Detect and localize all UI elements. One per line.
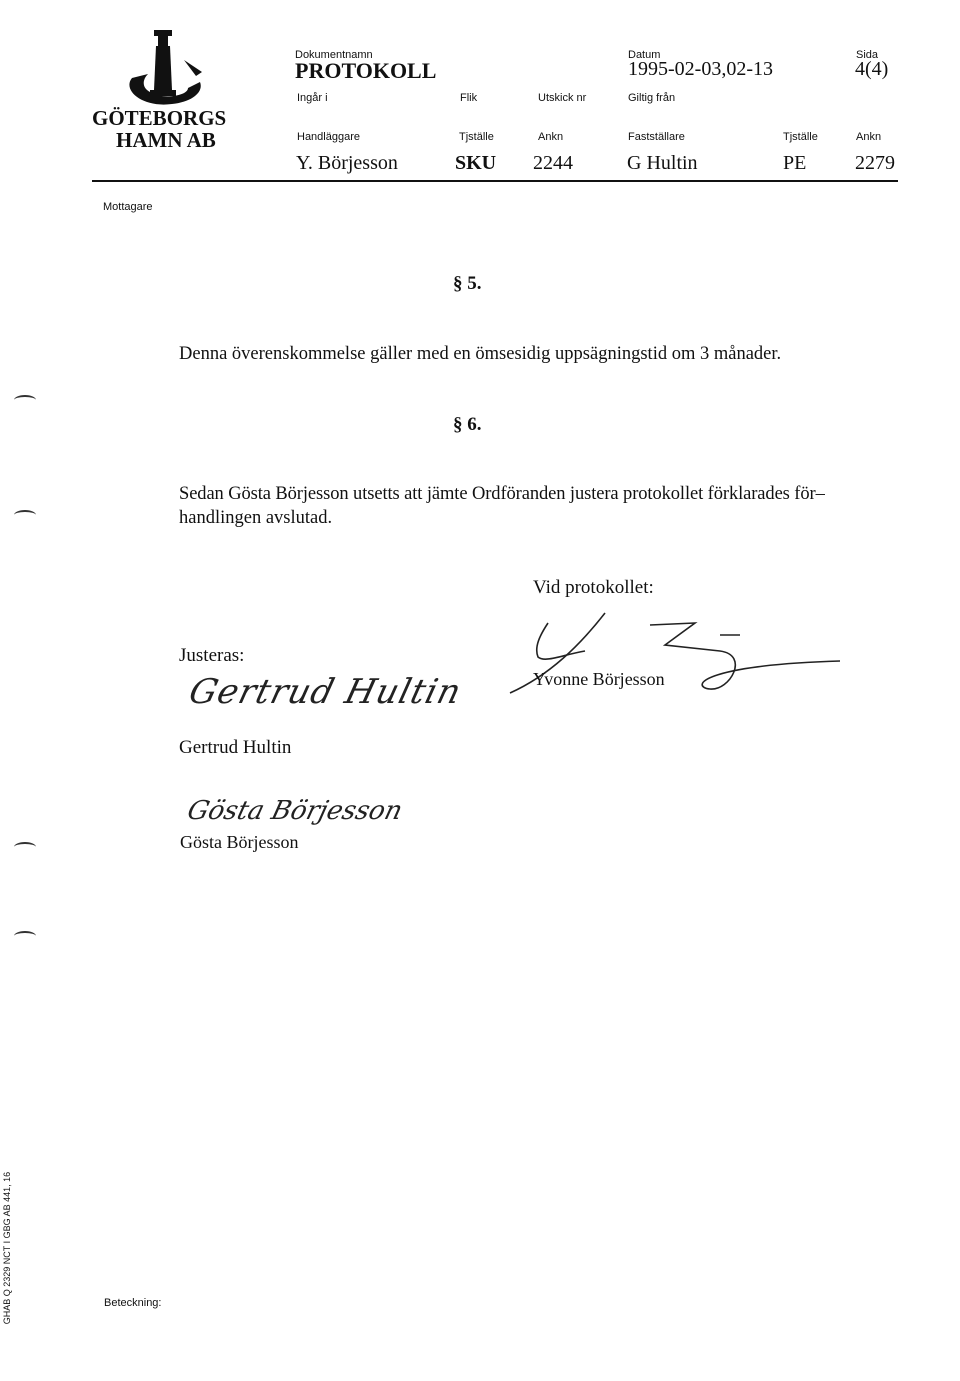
justeras-label: Justeras: — [179, 645, 245, 666]
header-divider — [92, 180, 898, 182]
giltig-fran-label: Giltig från — [628, 92, 676, 104]
section-6-heading: § 6. — [453, 414, 482, 435]
ingar-i-label: Ingår i — [297, 92, 328, 104]
ankn-label-2: Ankn — [856, 131, 882, 143]
company-logo — [92, 30, 242, 155]
ankn-label-1: Ankn — [538, 131, 564, 143]
handlaggare-label: Handläggare — [297, 131, 360, 143]
margin-mark — [14, 842, 36, 852]
utskick-nr-label: Utskick nr — [538, 92, 587, 104]
yvonne-name: Yvonne Börjesson — [533, 669, 665, 689]
ankn-value-2: 2279 — [855, 152, 895, 174]
mottagare-label: Mottagare — [103, 201, 153, 213]
margin-mark — [14, 395, 36, 405]
gosta-name: Gösta Börjesson — [180, 832, 299, 852]
datum-value: 1995-02-03,02-13 — [628, 58, 773, 80]
dokumentnamn-label: Dokumentnamn — [295, 49, 373, 61]
beteckning-label: Beteckning: — [104, 1297, 162, 1309]
section-5-text: Denna överenskommelse gäller med en ömsesidig uppsägningstid om 3 månader. — [179, 344, 782, 364]
sida-value: 4(4) — [855, 58, 889, 80]
logo-line-1: GÖTEBORGS — [92, 106, 227, 130]
dokumentnamn-value: PROTOKOLL — [295, 58, 437, 83]
logo-line-2: HAMN AB — [116, 128, 216, 152]
margin-mark — [14, 931, 36, 941]
lighthouse-emblem-icon — [92, 30, 242, 110]
tjanstalle-value-1: SKU — [455, 152, 497, 174]
ankn-value-1: 2244 — [533, 152, 573, 174]
side-form-code: GHAB Q 2329 NCT I GBG AB 441, 16 — [2, 1171, 12, 1325]
gertrud-name: Gertrud Hultin — [179, 737, 292, 758]
section-6-text-line-1: Sedan Gösta Börjesson utsetts att jämte Ordföranden justera protokollet förklarades för– — [179, 484, 825, 504]
faststallare-value: G Hultin — [627, 152, 698, 174]
tjanstalle-label-2: Tjställe — [783, 131, 818, 143]
datum-label: Datum — [628, 49, 661, 61]
tjanstalle-value-2: PE — [783, 152, 807, 174]
margin-mark — [14, 510, 36, 520]
section-6-text-line-2: handlingen avslutad. — [179, 508, 333, 528]
handlaggare-value: Y. Börjesson — [296, 152, 398, 174]
gosta-signature: Gösta Börjesson — [184, 796, 406, 826]
section-5-heading: § 5. — [453, 273, 482, 294]
sida-label: Sida — [856, 49, 879, 61]
tjanstalle-label-1: Tjställe — [459, 131, 494, 143]
gertrud-signature: Gertrud Hultin — [185, 672, 466, 712]
faststallare-label: Fastställare — [628, 131, 685, 143]
vid-protokollet-label: Vid protokollet: — [533, 577, 654, 598]
flik-label: Flik — [460, 92, 478, 104]
